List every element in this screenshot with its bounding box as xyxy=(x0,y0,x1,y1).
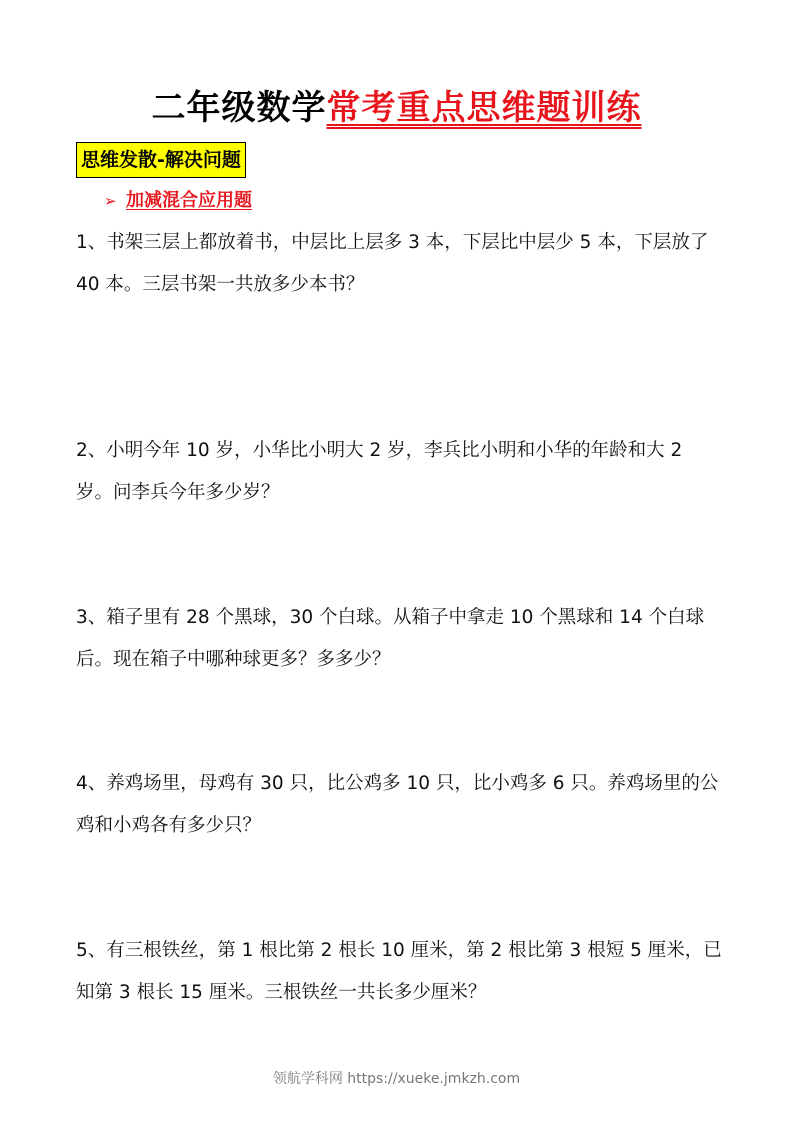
section-tag: 思维发散-解决问题 xyxy=(76,142,246,178)
page-title xyxy=(0,86,793,130)
question-3: 3、箱子里有 28 个黑球，30 个白球。从箱子中拿走 10 个黑球和 14 个白球后。现在箱子中哪种球更多？多多少？ xyxy=(76,607,705,670)
subhead xyxy=(104,186,252,216)
question-1: 1、书架三层上都放着书，中层比上层多 3 本，下层比中层少 5 本，下层放了 40 本。三层书架一共放多少本书？ xyxy=(76,232,709,295)
question-2: 2、小明今年 10 岁，小华比小明大 2 岁，李兵比小明和小华的年龄和大 2 岁。问李兵今年多少岁？ xyxy=(76,440,683,503)
subhead-label: 加减混合应用题 xyxy=(126,190,252,211)
title-red-part: 常考重点思维题训练 xyxy=(326,88,642,128)
arrow-bullet-icon: ➢ xyxy=(104,192,117,210)
title-black-part: 二年级数学 xyxy=(151,88,327,128)
question-4: 4、养鸡场里，母鸡有 30 只，比公鸡多 10 只，比小鸡多 6 只。养鸡场里的公鸡和小鸡各有多少只？ xyxy=(76,773,719,836)
question-5: 5、有三根铁丝，第 1 根比第 2 根长 10 厘米，第 2 根比第 3 根短 5 厘米，已知第 3 根长 15 厘米。三根铁丝一共长多少厘米？ xyxy=(76,940,722,1003)
footer-watermark: 领航学科网 https://xueke.jmkzh.com xyxy=(272,1071,521,1087)
